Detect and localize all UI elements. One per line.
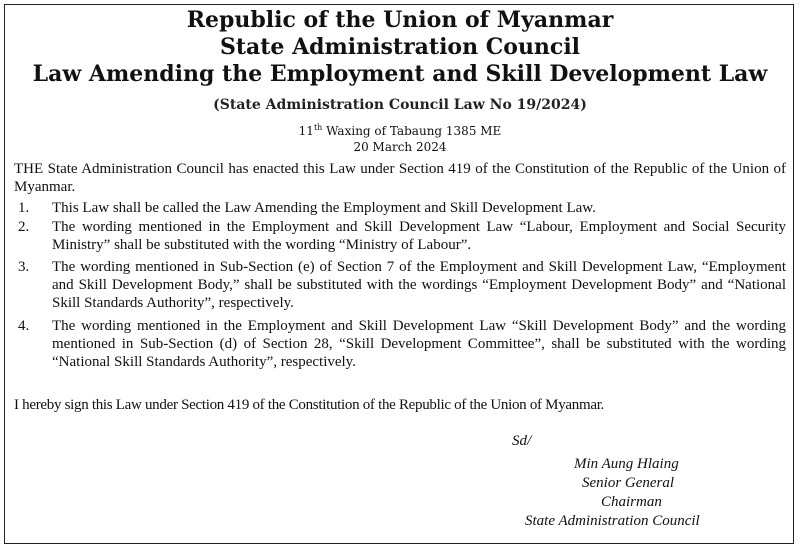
item-number: 4. [18, 318, 30, 334]
signatory-position: Chairman [601, 494, 662, 510]
date-suffix: th [313, 123, 323, 132]
signature-sd: Sd/ [512, 433, 532, 449]
signatory-name: Min Aung Hlaing [574, 456, 679, 472]
date-myanmar [0, 124, 800, 138]
list-item [14, 218, 786, 254]
date-day: 11 [298, 124, 314, 138]
law-title: Law Amending the Employment and Skill Development Law [32, 61, 768, 87]
signatory-body: State Administration Council [525, 513, 700, 529]
item-number: 1. [18, 200, 30, 216]
header-council: State Administration Council [219, 34, 581, 60]
item-text: This Law shall be called the Law Amending the Employment and Skill Development Law. [52, 200, 596, 216]
date-gregorian: 20 March 2024 [353, 140, 447, 154]
list-item [14, 317, 786, 371]
item-text: The wording mentioned in the Employment and Skill Development Law “Skill Development Body” and the wording mentioned in Sub-Section (d) of Section 28, “Skill Development Committee”, shall be substituted with the wording “National Skill Standards Authority”, respectively. [52, 318, 786, 370]
item-number: 3. [18, 259, 30, 275]
list-item [14, 258, 786, 312]
item-text: The wording mentioned in the Employment and Skill Development Law “Labour, Employment and Social Security Ministry” shall be substituted with the wording “Ministry of Labour”. [52, 219, 786, 253]
header-country: Republic of the Union of Myanmar [186, 7, 614, 33]
item-number: 2. [18, 219, 30, 235]
signatory-rank: Senior General [582, 475, 675, 491]
preamble: THE State Administration Council has enacted this Law under Section 419 of the Constitution of the Republic of the Union of Myanmar. [14, 161, 786, 195]
law-number: (State Administration Council Law No 19/2024) [213, 97, 587, 113]
closing-statement: I hereby sign this Law under Section 419 of the Constitution of the Republic of the Union of Myanmar. [14, 397, 605, 413]
list-item [14, 199, 786, 217]
item-text: The wording mentioned in Sub-Section (e) of Section 7 of the Employment and Skill Development Law, “Employment and Skill Development Body,” shall be substituted with the wordings “Employment Development Body” and “National Skill Standards Authority”, respectively. [52, 259, 786, 311]
date-rest: Waxing of Tabaung 1385 ME [322, 124, 502, 138]
